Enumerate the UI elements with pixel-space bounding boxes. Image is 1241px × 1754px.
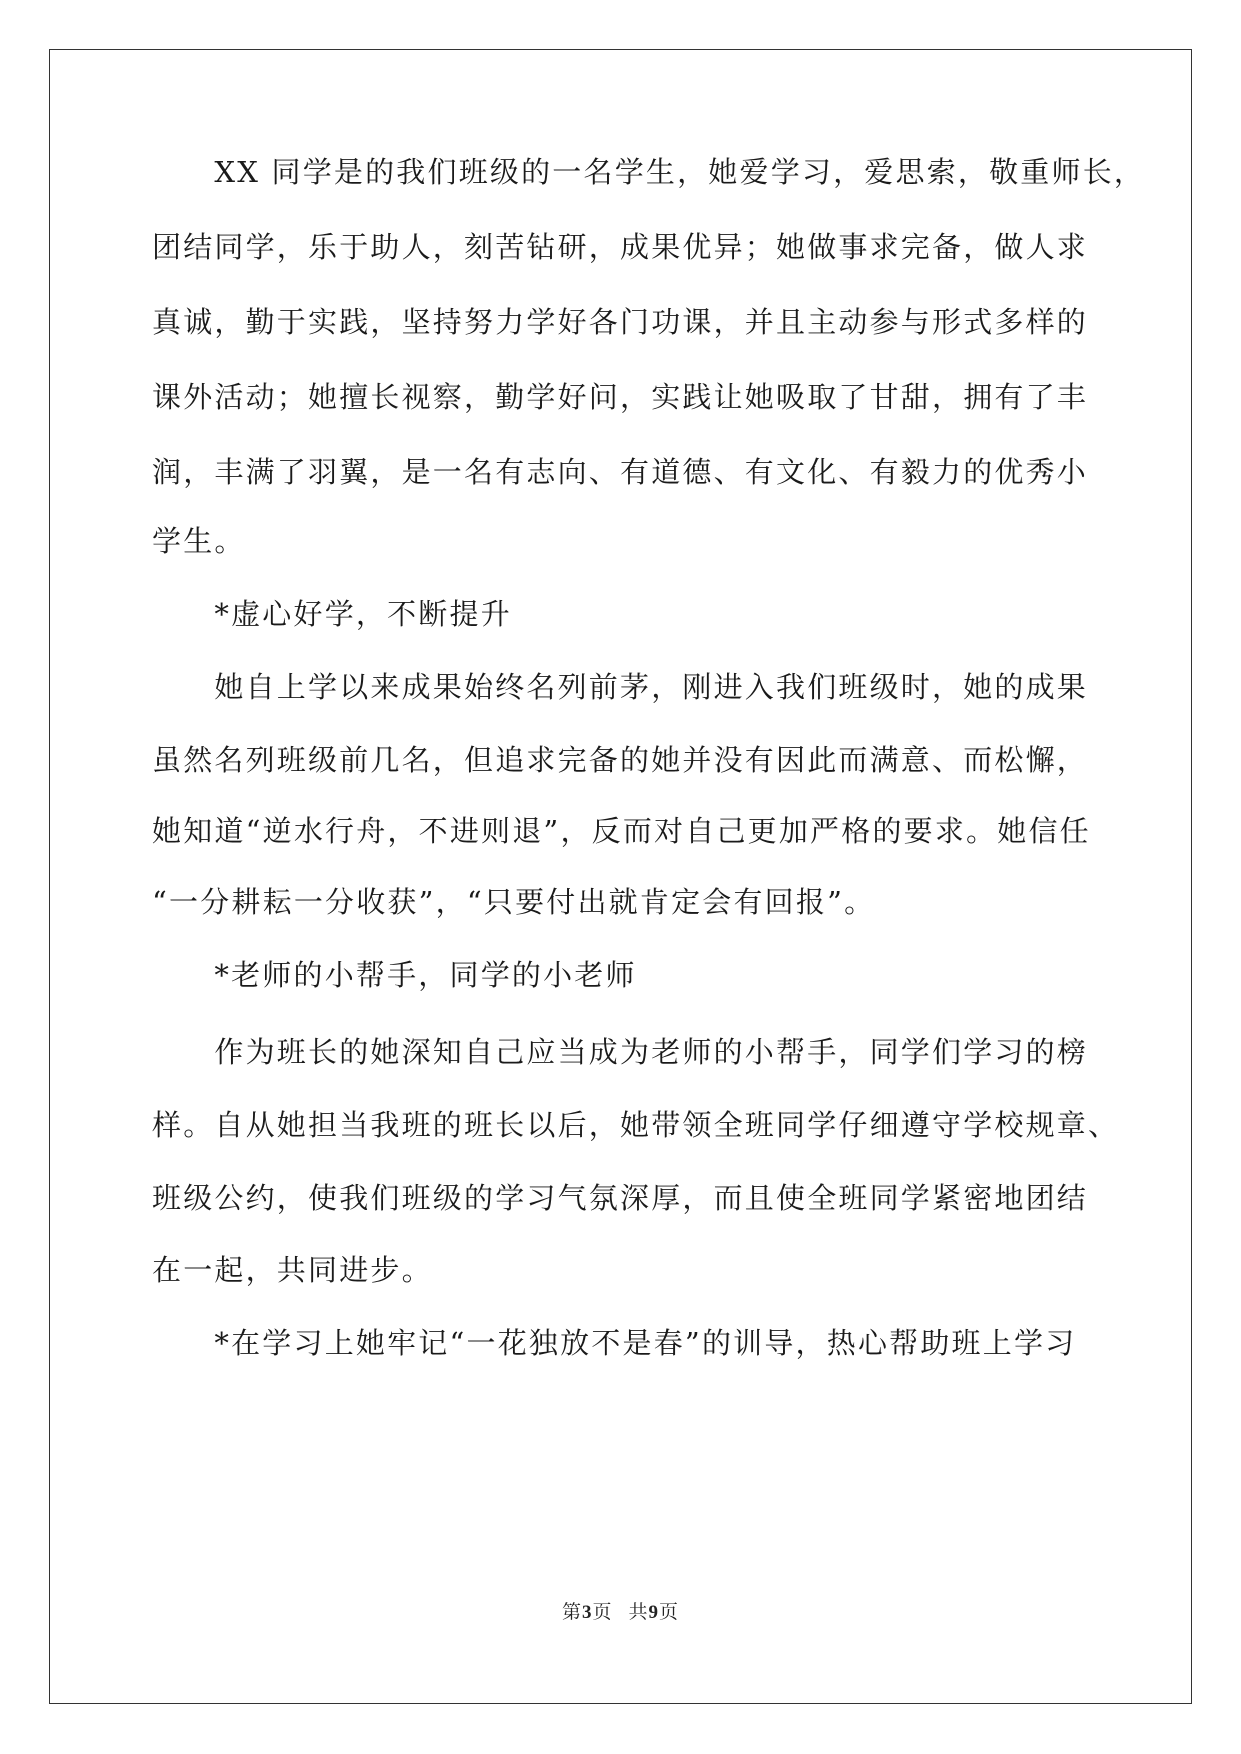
page-current: 3 [581, 1602, 593, 1623]
page-prefix: 第 [561, 1601, 582, 1623]
text-line: 学生。 [152, 524, 246, 558]
text-line: 样。自从她担当我班的班长以后，她带领全班同学仔细遵守学校规章、 [152, 1108, 1120, 1142]
text-line: 虽然名列班级前几名，但追求完备的她并没有因此而满意、而松懈， [152, 743, 1089, 777]
text-line: *在学习上她牢记“一花独放不是春”的训导，热心帮助班上学习 [152, 1326, 1077, 1360]
section-heading: *老师的小帮手，同学的小老师 [152, 958, 637, 992]
text-line: 课外活动；她擅长视察，勤学好问，实践让她吸取了甘甜，拥有了丰 [152, 380, 1089, 414]
text-line: 真诚，勤于实践，坚持努力学好各门功课，并且主动参与形式多样的 [152, 305, 1089, 339]
page-total: 9 [648, 1602, 660, 1623]
total-prefix: 共 [628, 1601, 649, 1623]
text-line: XX 同学是的我们班级的一名学生，她爱学习，爱思索，敬重师长， [152, 155, 1146, 189]
text-line: “一分耕耘一分收获”，“只要付出就肯定会有回报”。 [152, 885, 876, 919]
text-line: 她知道“逆水行舟，不进则退”，反而对自己更加严格的要求。她信任 [152, 814, 1091, 848]
text-line: 班级公约，使我们班级的学习气氛深厚，而且使全班同学紧密地团结 [152, 1181, 1089, 1215]
page-suffix: 页 [592, 1601, 613, 1623]
text-line: 在一起，共同进步。 [152, 1253, 433, 1287]
total-suffix: 页 [659, 1601, 680, 1623]
text-line: 润，丰满了羽翼，是一名有志向、有道德、有文化、有毅力的优秀小 [152, 455, 1089, 489]
page-footer [0, 1600, 1241, 1625]
text-line: 团结同学，乐于助人，刻苦钻研，成果优异；她做事求完备，做人求 [152, 230, 1089, 264]
text-line: 作为班长的她深知自己应当成为老师的小帮手，同学们学习的榜 [152, 1035, 1089, 1069]
section-heading: *虚心好学，不断提升 [152, 597, 512, 631]
text-line: 她自上学以来成果始终名列前茅，刚进入我们班级时，她的成果 [152, 670, 1089, 704]
page-border [49, 49, 1192, 1704]
